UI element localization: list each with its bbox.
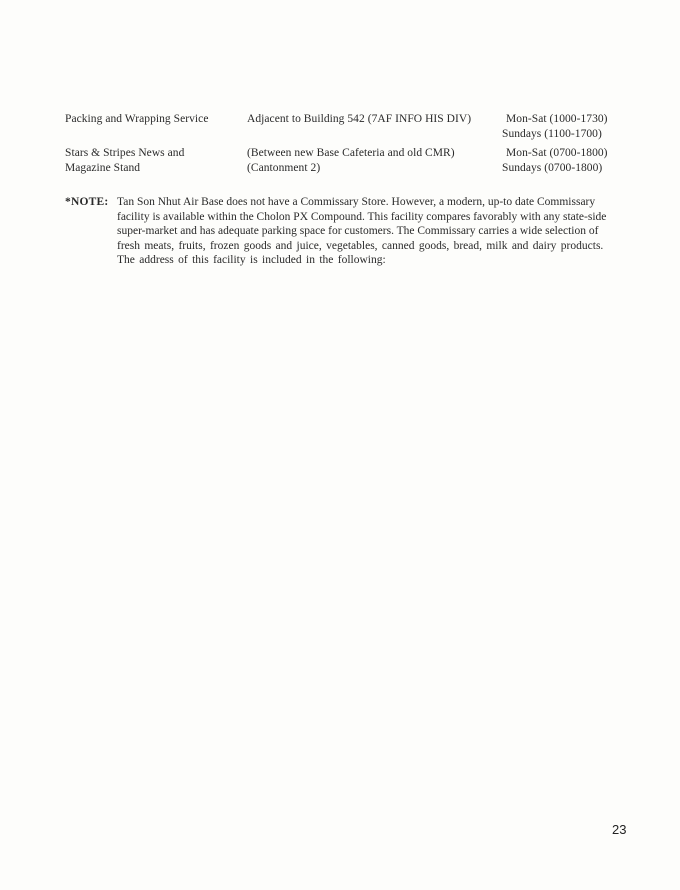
service-location: [247, 112, 471, 127]
service-name-line: Packing and Wrapping Service: [65, 113, 209, 125]
note-label: *NOTE:: [65, 196, 109, 208]
note-body: [117, 195, 627, 268]
service-location-line: Adjacent to Building 542 (7AF INFO HIS DIV): [247, 113, 472, 125]
hours-sunday: Sundays (0700-1800): [502, 162, 603, 174]
service-location-line: (Cantonment 2): [247, 162, 321, 174]
service-name: [65, 112, 208, 127]
service-name: [65, 146, 184, 176]
note-line: Tan Son Nhut Air Base does not have a Commissary Store. However, a modern, up-to date Commissary: [117, 196, 596, 208]
service-hours: [502, 112, 608, 142]
note-line: facility is available within the Cholon PX Compound. This facility compares favorably with any state-side: [117, 210, 607, 223]
service-name-line: Magazine Stand: [65, 162, 141, 174]
note-line: super-market and has adequate parking space for customers. The Commissary carries a wide selection of: [117, 225, 599, 238]
hours-weekday: Mon-Sat (0700-1800): [506, 147, 608, 159]
hours-weekday: Mon-Sat (1000-1730): [506, 113, 608, 125]
service-name-line: Stars & Stripes News and: [65, 147, 185, 159]
note-line: The address of this facility is included in the following:: [117, 254, 386, 267]
service-location: [247, 146, 455, 176]
service-location-line: (Between new Base Cafeteria and old CMR): [247, 147, 455, 159]
note-line: fresh meats, fruits, frozen goods and juice, vegetables, canned goods, bread, milk and dairy products.: [117, 239, 604, 252]
page-number: 23: [612, 822, 627, 837]
hours-sunday: Sundays (1100-1700): [502, 128, 602, 140]
service-hours: [502, 146, 608, 176]
